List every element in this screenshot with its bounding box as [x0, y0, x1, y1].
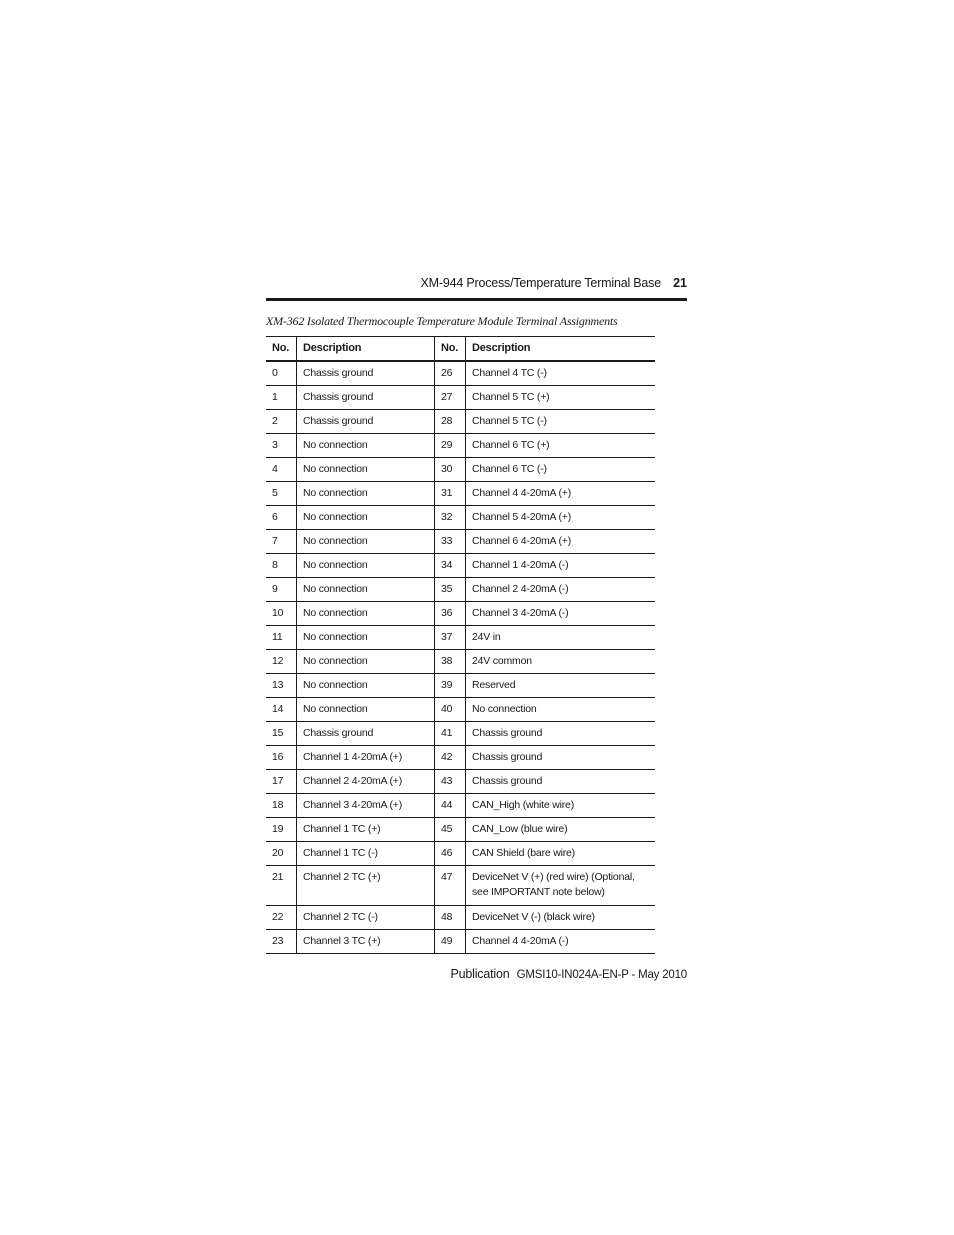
terminal-description-cell: No connection	[297, 434, 435, 458]
terminal-number-cell: 23	[266, 930, 297, 954]
terminal-number-cell: 26	[435, 361, 466, 386]
table-row	[266, 770, 655, 794]
table-row	[266, 506, 655, 530]
terminal-description-cell: No connection	[297, 650, 435, 674]
terminal-description-cell: Chassis ground	[297, 386, 435, 410]
terminal-number-cell: 14	[266, 698, 297, 722]
terminal-number-cell: 15	[266, 722, 297, 746]
terminal-description-cell: No connection	[297, 674, 435, 698]
terminal-description-cell: No connection	[297, 626, 435, 650]
terminal-number-cell: 6	[266, 506, 297, 530]
terminal-number-cell: 36	[435, 602, 466, 626]
table-row	[266, 361, 655, 386]
terminal-number-cell: 48	[435, 906, 466, 930]
table-header-row	[266, 337, 655, 362]
terminal-description-cell: No connection	[297, 506, 435, 530]
terminal-description-cell: Channel 5 4-20mA (+)	[466, 506, 656, 530]
terminal-number-cell: 46	[435, 842, 466, 866]
terminal-description-cell: Chassis ground	[297, 722, 435, 746]
terminal-number-cell: 18	[266, 794, 297, 818]
publication-code: GMSI10-IN024A-EN-P - May 2010	[516, 969, 687, 981]
terminal-description-cell: Channel 5 TC (+)	[466, 386, 656, 410]
terminal-description-cell: Channel 2 4-20mA (+)	[297, 770, 435, 794]
terminal-number-cell: 9	[266, 578, 297, 602]
terminal-number-cell: 12	[266, 650, 297, 674]
terminal-number-cell: 44	[435, 794, 466, 818]
terminal-number-cell: 17	[266, 770, 297, 794]
terminal-number-cell: 35	[435, 578, 466, 602]
terminal-description-cell: CAN_High (white wire)	[466, 794, 656, 818]
terminal-number-cell: 38	[435, 650, 466, 674]
terminal-description-cell: Chassis ground	[466, 746, 656, 770]
terminal-description-cell: Channel 3 4-20mA (+)	[297, 794, 435, 818]
terminal-number-cell: 8	[266, 554, 297, 578]
terminal-number-cell: 49	[435, 930, 466, 954]
table-row	[266, 906, 655, 930]
terminal-description-cell: No connection	[297, 482, 435, 506]
terminal-description-cell: Chassis ground	[466, 722, 656, 746]
terminal-description-cell: 24V common	[466, 650, 656, 674]
terminal-description-cell: Chassis ground	[466, 770, 656, 794]
table-row	[266, 722, 655, 746]
terminal-description-cell: Channel 6 4-20mA (+)	[466, 530, 656, 554]
terminal-number-cell: 4	[266, 458, 297, 482]
terminal-description-cell: Channel 3 TC (+)	[297, 930, 435, 954]
terminal-number-cell: 20	[266, 842, 297, 866]
terminal-number-cell: 22	[266, 906, 297, 930]
terminal-number-cell: 33	[435, 530, 466, 554]
terminal-description-cell: Chassis ground	[297, 410, 435, 434]
terminal-number-cell: 32	[435, 506, 466, 530]
terminal-number-cell: 11	[266, 626, 297, 650]
terminal-description-cell: Channel 1 TC (-)	[297, 842, 435, 866]
terminal-assignments-table	[266, 336, 655, 954]
terminal-number-cell: 10	[266, 602, 297, 626]
terminal-number-cell: 34	[435, 554, 466, 578]
terminal-description-cell: Channel 1 4-20mA (-)	[466, 554, 656, 578]
table-row	[266, 626, 655, 650]
table-row	[266, 794, 655, 818]
terminal-description-cell: No connection	[297, 578, 435, 602]
publication-footer	[451, 967, 687, 981]
terminal-number-cell: 27	[435, 386, 466, 410]
terminal-number-cell: 47	[435, 866, 466, 906]
table-row	[266, 410, 655, 434]
terminal-description-cell: No connection	[297, 602, 435, 626]
table-row	[266, 482, 655, 506]
terminal-description-cell: Channel 2 TC (-)	[297, 906, 435, 930]
table-row	[266, 554, 655, 578]
running-header	[266, 276, 687, 294]
terminal-number-cell: 2	[266, 410, 297, 434]
terminal-description-cell: Channel 4 TC (-)	[466, 361, 656, 386]
terminal-description-cell: Reserved	[466, 674, 656, 698]
terminal-description-cell: Chassis ground	[297, 361, 435, 386]
page-number: 21	[673, 276, 687, 290]
terminal-description-cell: Channel 3 4-20mA (-)	[466, 602, 656, 626]
table-row	[266, 434, 655, 458]
header-rule	[266, 298, 687, 301]
table-row	[266, 674, 655, 698]
terminal-description-cell: DeviceNet V (+) (red wire) (Optional, see IMPORTANT note below)	[466, 866, 656, 906]
terminal-description-cell: Channel 1 4-20mA (+)	[297, 746, 435, 770]
terminal-number-cell: 1	[266, 386, 297, 410]
terminal-number-cell: 7	[266, 530, 297, 554]
terminal-number-cell: 37	[435, 626, 466, 650]
terminal-description-cell: No connection	[297, 554, 435, 578]
table-row	[266, 386, 655, 410]
header-title: XM-944 Process/Temperature Terminal Base	[420, 276, 661, 290]
terminal-number-cell: 5	[266, 482, 297, 506]
terminal-number-cell: 31	[435, 482, 466, 506]
terminal-number-cell: 45	[435, 818, 466, 842]
terminal-description-cell: No connection	[466, 698, 656, 722]
terminal-description-cell: Channel 2 4-20mA (-)	[466, 578, 656, 602]
table-row	[266, 842, 655, 866]
header-no-right: No.	[435, 337, 466, 362]
terminal-number-cell: 21	[266, 866, 297, 906]
table-row	[266, 866, 655, 906]
terminal-number-cell: 30	[435, 458, 466, 482]
terminal-description-cell: 24V in	[466, 626, 656, 650]
terminal-number-cell: 29	[435, 434, 466, 458]
table-row	[266, 930, 655, 954]
publication-label: Publication	[450, 967, 510, 981]
table-row	[266, 530, 655, 554]
header-no-left: No.	[266, 337, 297, 362]
terminal-number-cell: 41	[435, 722, 466, 746]
terminal-description-cell: Channel 2 TC (+)	[297, 866, 435, 906]
header-description-left: Description	[297, 337, 435, 362]
table-row	[266, 458, 655, 482]
terminal-description-cell: CAN_Low (blue wire)	[466, 818, 656, 842]
table-caption: XM-362 Isolated Thermocouple Temperature Module Terminal Assignments	[266, 314, 618, 328]
terminal-description-cell: Channel 6 TC (-)	[466, 458, 656, 482]
terminal-description-cell: No connection	[297, 458, 435, 482]
terminal-number-cell: 42	[435, 746, 466, 770]
terminal-description-cell: Channel 4 4-20mA (-)	[466, 930, 656, 954]
table-row	[266, 698, 655, 722]
terminal-description-cell: CAN Shield (bare wire)	[466, 842, 656, 866]
terminal-description-cell: Channel 6 TC (+)	[466, 434, 656, 458]
terminal-number-cell: 19	[266, 818, 297, 842]
terminal-number-cell: 0	[266, 361, 297, 386]
terminal-number-cell: 40	[435, 698, 466, 722]
terminal-description-cell: Channel 1 TC (+)	[297, 818, 435, 842]
table-row	[266, 650, 655, 674]
terminal-number-cell: 3	[266, 434, 297, 458]
terminal-description-cell: No connection	[297, 530, 435, 554]
terminal-number-cell: 28	[435, 410, 466, 434]
table-row	[266, 578, 655, 602]
header-description-right: Description	[466, 337, 656, 362]
terminal-description-cell: No connection	[297, 698, 435, 722]
terminal-description-cell: Channel 5 TC (-)	[466, 410, 656, 434]
table-row	[266, 602, 655, 626]
terminal-number-cell: 13	[266, 674, 297, 698]
terminal-number-cell: 16	[266, 746, 297, 770]
terminal-number-cell: 43	[435, 770, 466, 794]
table-body	[266, 361, 655, 954]
terminal-number-cell: 39	[435, 674, 466, 698]
table-row	[266, 818, 655, 842]
terminal-description-cell: Channel 4 4-20mA (+)	[466, 482, 656, 506]
table-row	[266, 746, 655, 770]
terminal-description-cell: DeviceNet V (-) (black wire)	[466, 906, 656, 930]
